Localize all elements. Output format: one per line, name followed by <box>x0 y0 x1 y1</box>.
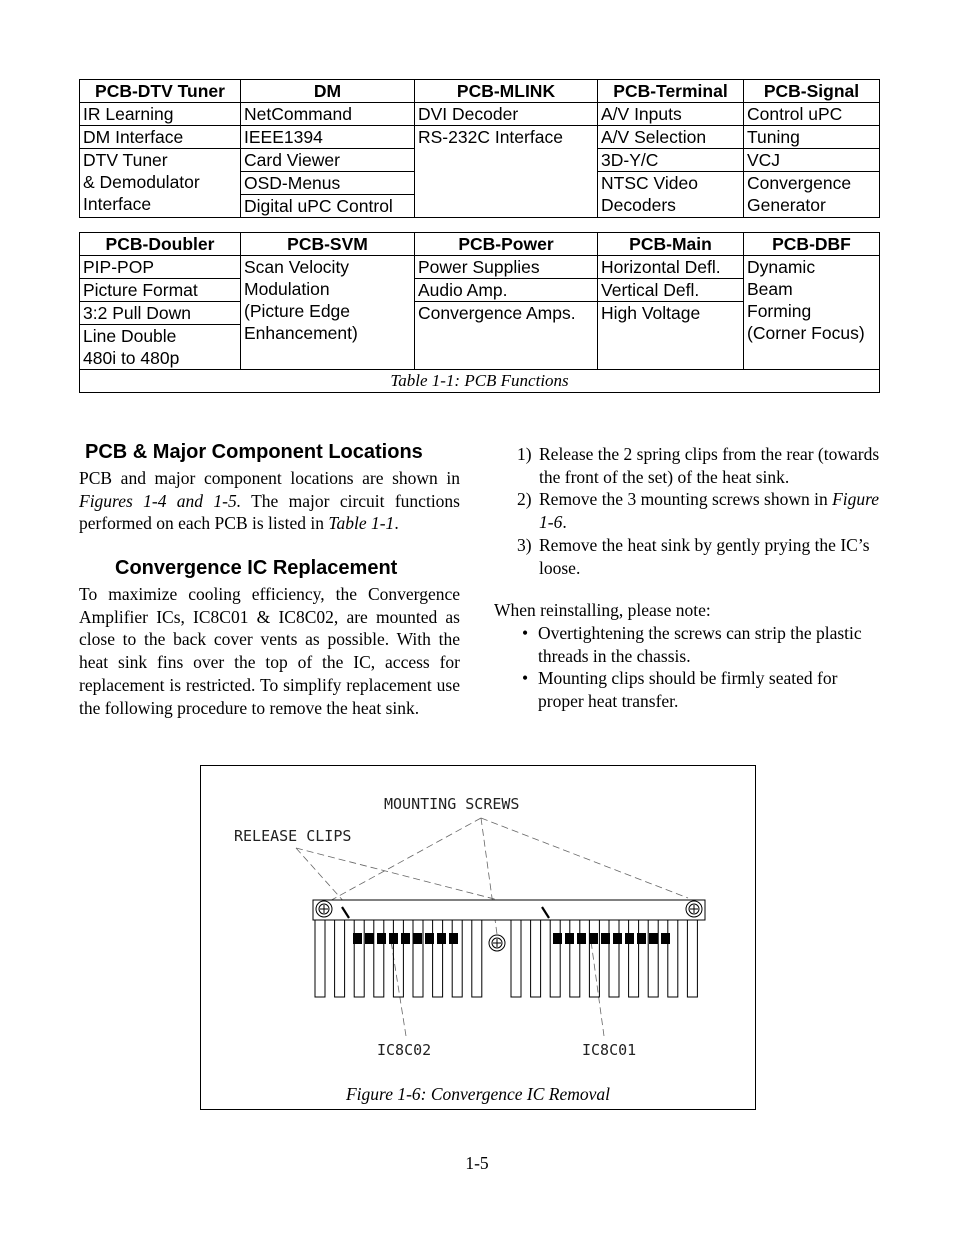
cell-line: Generator <box>747 195 826 215</box>
heat-sink-diagram <box>201 766 757 1111</box>
leader-lines <box>296 818 688 1036</box>
heat-sink-fin <box>452 920 462 997</box>
header-pcb-signal: PCB-Signal <box>744 80 880 103</box>
heat-sink-fin <box>335 920 345 997</box>
ic-pin <box>389 933 398 944</box>
table-cell <box>80 325 241 370</box>
table-caption: Table 1-1: PCB Functions <box>80 370 880 393</box>
ic-pin <box>625 933 634 944</box>
section-paragraph-pcb-locations <box>79 467 460 535</box>
header-pcb-svm: PCB-SVM <box>241 233 415 256</box>
text-run: PCB and major component locations are shown in <box>79 468 460 488</box>
table-cell: High Voltage <box>598 302 744 370</box>
ic-pin <box>377 933 386 944</box>
table-cell: Tuning <box>744 126 880 149</box>
table-cell: VCJ <box>744 149 880 172</box>
text-run: . <box>394 513 399 534</box>
figure-reference: Figures 1-4 and 1-5. <box>79 490 242 511</box>
table-cell: Card Viewer <box>241 149 415 172</box>
ic-pin <box>661 933 670 944</box>
cell-line: (Picture Edge <box>244 301 351 321</box>
list-item <box>517 443 887 488</box>
ic-pin <box>565 933 574 944</box>
table-cell: NetCommand <box>241 103 415 126</box>
ic-pin <box>449 933 458 944</box>
heat-sink-fin <box>570 920 580 997</box>
cell-line: Modulation <box>244 279 330 299</box>
table-cell: Convergence Amps. <box>415 302 598 370</box>
table-cell: 3D-Y/C <box>598 149 744 172</box>
label-ic8c01: IC8C01 <box>582 1041 637 1059</box>
table-cell <box>744 172 880 218</box>
leader-line <box>481 818 688 898</box>
heat-sink-figure <box>200 765 756 1110</box>
step-number: 1) <box>517 444 532 464</box>
cell-line: Beam <box>747 279 793 299</box>
table-cell: RS-232C Interface <box>415 126 598 218</box>
ic-pin <box>601 933 610 944</box>
step-text: Remove the heat sink by gently prying the IC’s loose. <box>539 534 870 578</box>
bullet-icon: • <box>522 623 529 643</box>
ic-pin <box>577 933 586 944</box>
bullet-icon: • <box>522 668 529 689</box>
ic-pin <box>589 933 598 944</box>
cell-line: 480i to 480p <box>83 348 180 368</box>
header-pcb-dbf: PCB-DBF <box>744 233 880 256</box>
cell-line: Line Double <box>83 326 177 346</box>
reinstall-note: When reinstalling, please note: <box>494 600 711 620</box>
table-cell: Audio Amp. <box>415 279 598 302</box>
ic-pin <box>413 933 422 944</box>
step-number: 2) <box>517 489 532 510</box>
ic-pin <box>649 933 658 944</box>
heat-sink-fin <box>589 920 599 997</box>
header-pcb-mlink: PCB-MLINK <box>415 80 598 103</box>
list-item <box>522 667 882 712</box>
table-cell: Digital uPC Control <box>241 195 415 218</box>
heat-sink-fin <box>609 920 619 997</box>
figure-caption: Figure 1-6: Convergence IC Removal <box>345 1084 611 1104</box>
bullet-text: Mounting clips should be firmly seated for proper heat transfer. <box>538 668 838 712</box>
table-cell: Control uPC <box>744 103 880 126</box>
table-cell: A/V Selection <box>598 126 744 149</box>
table-cell: OSD-Menus <box>241 172 415 195</box>
figure-reference: Figure 1-6 <box>539 489 880 533</box>
bullet-text: Overtightening the screws can strip the plastic threads in the chassis. <box>538 623 862 666</box>
screw-icon <box>686 901 702 917</box>
list-item <box>517 534 887 579</box>
heat-sink-fin <box>511 920 521 997</box>
heat-sink-fin <box>687 920 697 997</box>
heat-sink-fins <box>315 920 697 997</box>
table-cell: DM Interface <box>80 126 241 149</box>
header-pcb-power: PCB-Power <box>415 233 598 256</box>
cell-line: (Corner Focus) <box>747 323 865 343</box>
ic-pin <box>553 933 562 944</box>
heat-sink-fin <box>315 920 325 997</box>
heat-sink-fin <box>648 920 658 997</box>
cell-line: Interface <box>83 194 152 214</box>
list-item <box>522 622 882 667</box>
procedure-steps <box>517 443 887 579</box>
table-cell: IR Learning <box>80 103 241 126</box>
heat-sink-fin <box>550 920 560 997</box>
header-pcb-terminal: PCB-Terminal <box>598 80 744 103</box>
heat-sink-fin <box>472 920 482 997</box>
table-cell <box>241 256 415 370</box>
table-reference: Table 1-1 <box>328 513 395 534</box>
table-cell: A/V Inputs <box>598 103 744 126</box>
reinstall-bullets <box>522 622 882 713</box>
table-cell: Picture Format <box>80 279 241 302</box>
ic-pin <box>613 933 622 944</box>
heat-sink-fin <box>374 920 384 997</box>
cell-line: NTSC Video <box>601 173 698 193</box>
list-item <box>517 488 887 533</box>
table-cell: Power Supplies <box>415 256 598 279</box>
table-cell <box>598 172 744 218</box>
header-pcb-dtv-tuner: PCB-DTV Tuner <box>80 80 241 103</box>
heat-sink-fin <box>668 920 678 997</box>
table-cell: Vertical Defl. <box>598 279 744 302</box>
cell-line: Scan Velocity <box>244 257 350 277</box>
heat-sink-fin <box>433 920 443 997</box>
cell-line: Enhancement) <box>244 323 358 343</box>
screw-icon <box>316 901 332 917</box>
heat-sink-fin <box>629 920 639 997</box>
header-pcb-doubler: PCB-Doubler <box>80 233 241 256</box>
leader-line <box>296 848 346 904</box>
label-mounting-screws: MOUNTING SCREWS <box>384 795 520 813</box>
ic-pin <box>425 933 434 944</box>
header-dm: DM <box>241 80 415 103</box>
screw-icon <box>489 935 505 951</box>
header-pcb-main: PCB-Main <box>598 233 744 256</box>
table-cell: IEEE1394 <box>241 126 415 149</box>
label-release-clips: RELEASE CLIPS <box>234 827 352 845</box>
pcb-functions-table-bottom <box>79 232 880 393</box>
cell-line: Dynamic <box>747 257 816 277</box>
ic-pin <box>637 933 646 944</box>
cell-line: DTV Tuner <box>83 150 168 170</box>
table-cell: PIP-POP <box>80 256 241 279</box>
section-heading-pcb-locations: PCB & Major Component Locations <box>85 441 423 463</box>
section-heading-convergence-ic: Convergence IC Replacement <box>115 557 398 579</box>
pcb-functions-table-top <box>79 79 880 218</box>
ic-pin <box>401 933 410 944</box>
table-cell: Horizontal Defl. <box>598 256 744 279</box>
ic-pin <box>437 933 446 944</box>
table-cell: DVI Decoder <box>415 103 598 126</box>
heat-sink-fin <box>393 920 403 997</box>
ic-pin <box>353 933 362 944</box>
step-text-end: . <box>562 512 567 533</box>
text-run: The major circuit functions performed on each PCB is listed in <box>79 490 460 534</box>
heat-sink-body <box>313 900 705 997</box>
leader-line <box>591 941 604 1036</box>
page-number: 1-5 <box>465 1153 489 1173</box>
heat-sink-top <box>313 900 705 920</box>
cell-line: Forming <box>747 301 812 321</box>
table-cell <box>744 256 880 370</box>
section-paragraph-convergence-ic: To maximize cooling efficiency, the Convergence Amplifier ICs, IC8C01 & IC8C02, are mounted as close to the back cover vents as possible. With the heat sink fins over the top of the IC, access for replacement is restricted. To simplify replacement use the following procedure to remove the heat sink. <box>79 584 460 718</box>
ic-pin <box>365 933 374 944</box>
cell-line: & Demodulator <box>83 172 200 192</box>
table-cell: 3:2 Pull Down <box>80 302 241 325</box>
cell-line: Convergence <box>747 173 852 193</box>
heat-sink-fin <box>531 920 541 997</box>
heat-sink-fin <box>413 920 423 997</box>
heat-sink-fin <box>354 920 364 997</box>
cell-line: Decoders <box>601 195 676 215</box>
step-text: Release the 2 spring clips from the rear (towards the front of the set) of the heat sink. <box>539 444 880 487</box>
step-text: Remove the 3 mounting screws shown in <box>539 489 833 510</box>
label-ic8c02: IC8C02 <box>377 1041 432 1059</box>
table-cell <box>80 149 241 218</box>
step-number: 3) <box>517 534 532 555</box>
